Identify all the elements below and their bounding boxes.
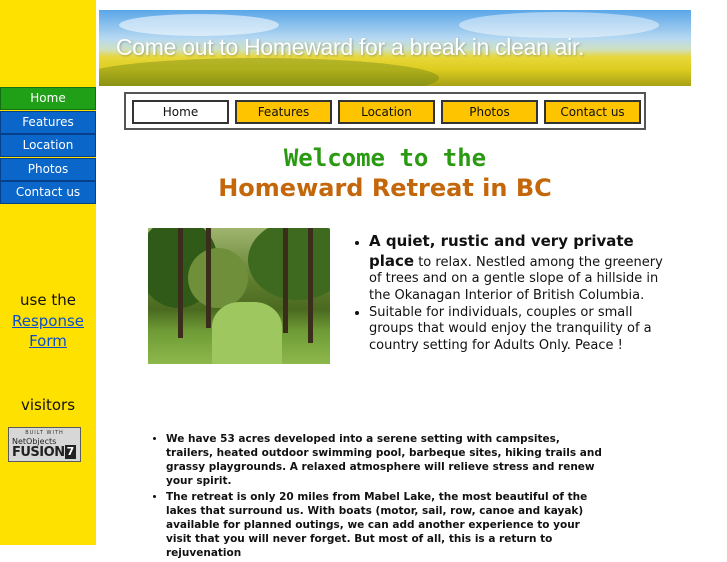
tab-location[interactable]: Location: [338, 100, 435, 124]
welcome-heading: Welcome to the: [283, 144, 487, 172]
banner-headline: Come out to Homeward for a break in clean air.: [116, 34, 585, 60]
tab-home[interactable]: Home: [132, 100, 229, 124]
badge-version: 7: [66, 445, 75, 458]
sidebar-item-location[interactable]: Location: [0, 134, 96, 157]
sidebar: [0, 0, 96, 545]
list-item: [369, 232, 664, 304]
visitors-label: visitors: [20, 396, 76, 414]
intro-list: [354, 232, 664, 355]
badge-netobjects: NetObjects: [12, 437, 57, 446]
intro-lead: A quiet, rustic and very private place: [369, 232, 634, 270]
details-list: [148, 432, 606, 562]
sidebar-nav: [0, 87, 96, 205]
form-link-row: [0, 332, 96, 350]
top-nav: [124, 92, 646, 130]
banner-cloud: [119, 14, 279, 36]
intro-rest: to relax. Nestled among the greenery of trees and on a gentle slope of a hillside in the Okanagan Interior of British Columbia.: [369, 254, 663, 303]
badge-built-with: BUILT WITH: [25, 430, 64, 436]
response-form-link-row: [0, 312, 96, 330]
page-title: Homeward Retreat in BC: [218, 174, 552, 202]
tab-photos[interactable]: Photos: [441, 100, 538, 124]
badge-fusion: FUSION: [12, 445, 65, 460]
sidebar-item-photos[interactable]: Photos: [0, 158, 96, 181]
list-item: • Suitable for individuals, couples or small groups that would enjoy the tranquility of a country setting for Adults Only. Peace !: [369, 305, 664, 355]
header-banner: [99, 10, 691, 86]
sidebar-item-home[interactable]: Home: [0, 87, 96, 110]
list-item: • The retreat is only 20 miles from Mabel Lake, the most beautiful of the lakes that surround us. With boats (motor, sail, row, canoe and kayak) available for planned outings, we can add another experience to your visit that you will never forget. But most of all, this is a return to rejuvenation: [166, 490, 606, 560]
use-the-text: use the: [20, 291, 76, 309]
banner-hill: [99, 58, 439, 86]
response-form-link[interactable]: Response: [11, 312, 85, 330]
sidebar-item-features[interactable]: Features: [0, 111, 96, 134]
list-item: • We have 53 acres developed into a serene setting with campsites, trailers, heated outdoor swimming pool, barbeque sites, hiking trails and grassy playgrounds. A relaxed atmosphere will relieve stress and renew your spirit.: [166, 432, 606, 488]
tab-features[interactable]: Features: [235, 100, 332, 124]
forest-photo: [148, 228, 330, 364]
sidebar-item-contact-us[interactable]: Contact us: [0, 181, 96, 204]
tab-contact-us[interactable]: Contact us: [544, 100, 641, 124]
form-link[interactable]: Form: [29, 332, 67, 350]
netobjects-fusion-badge[interactable]: [8, 427, 81, 462]
